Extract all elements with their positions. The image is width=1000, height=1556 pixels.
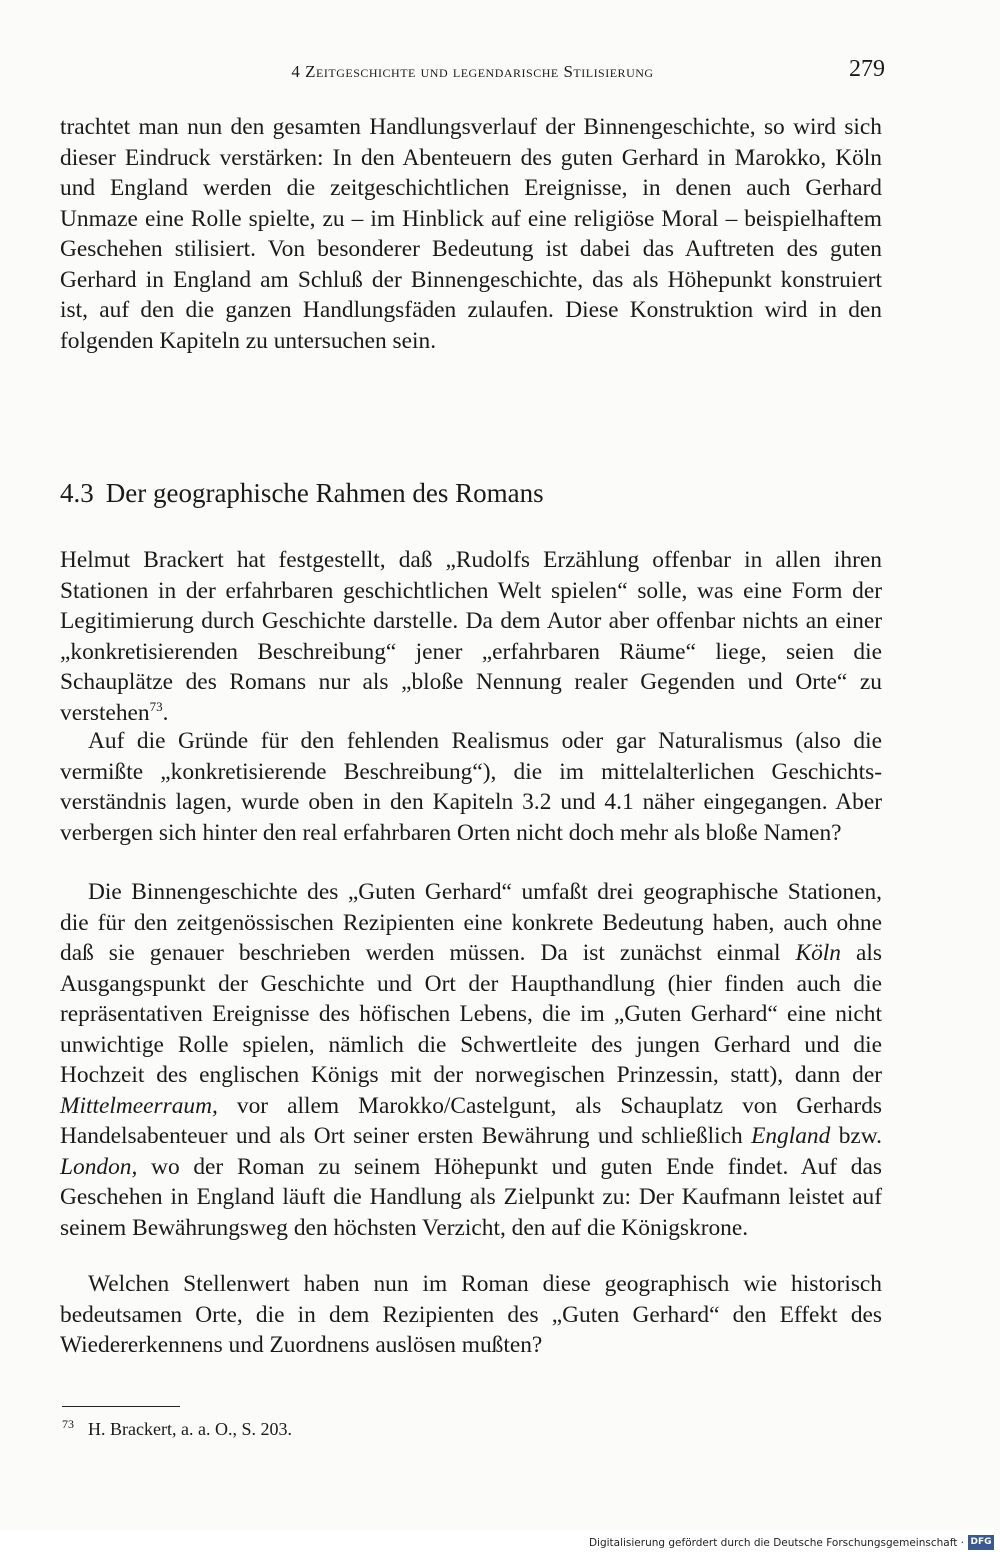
running-header — [60, 56, 885, 90]
paragraph-1 — [60, 545, 882, 728]
section-heading — [60, 478, 882, 509]
section-title: Der geographische Rahmen des Romans — [105, 478, 544, 508]
place-koeln: Köln — [795, 940, 841, 966]
footnote — [62, 1417, 882, 1441]
paragraph-3-text-d: bzw. — [830, 1123, 882, 1149]
paragraph-continuation: trachtet man nun den gesamten Handlungsverlauf der Binnengeschichte, so wird sich dieser Eindruck verstärken: In den Abenteuern des guten Gerhard in Marokko, Köln und England werden die zeitgeschichtlichen Ereignisse, in denen auch Gerhard Unmaze eine Rolle spielte, zu – im Hinblick auf eine religiöse Moral – beispielhaftem Geschehen stilisiert. Von besonderer Bedeutung ist dabei das Auftreten des guten Gerhard in England am Schluß der Binnengeschichte, das als Höhepunkt konstruiert ist, auf den die ganzen Handlungsfäden zulaufen. Diese Konstruktion wird in den folgenden Kapiteln zu untersuchen sein. — [60, 114, 882, 354]
page-number: 279 — [849, 56, 885, 82]
paragraph-2: Auf die Gründe für den fehlenden Realismus oder gar Naturalismus (also die vermißte „konkretisierende Beschreibung“), die im mittelalterlichen Geschichtsverständnis lagen, wurde oben in den Kapiteln 3.2 und 4.1 näher eingegangen. Aber verbergen sich hinter den real erfahrbaren Orten nicht doch mehr als bloße Namen? — [60, 728, 882, 846]
paragraph-3 — [60, 877, 882, 1243]
section-number: 4.3 — [60, 478, 94, 508]
place-mittelmeerraum: Mittelmeerraum, — [60, 1092, 218, 1119]
dfg-logo-icon: DFG — [968, 1535, 994, 1550]
footnote-mark: 73 — [62, 1417, 74, 1431]
paragraph-3-text-c: vor allem Marokko/Castelgunt, als Schauplatz von Gerhards Handelsabenteuer und als Ort seiner ersten Bewährung und schließlich — [60, 1092, 882, 1149]
paragraph-3-text-a: Die Binnengeschichte des „Guten Gerhard“ umfaßt drei geographische Stationen, die für den zeitgenössischen Rezipienten eine konkrete Bedeutung haben, auch ohne daß sie genauer beschrieben werden müssen. Da ist zunächst einmal — [60, 879, 882, 966]
footnote-divider — [62, 1406, 180, 1407]
paragraph-4: Welchen Stellenwert haben nun im Roman diese geographisch wie historisch bedeutsamen Orte, die in dem Rezipienten des „Guten Gerhard“ den Effekt des Wiedererkennens und Zuordnens auslösen mußten? — [60, 1271, 882, 1358]
place-london: London, — [60, 1153, 138, 1180]
digitization-strip — [0, 1530, 1000, 1556]
digitization-note: Digitalisierung gefördert durch die Deutsche Forschungsgemeinschaft · — [588, 1537, 964, 1549]
paragraph-3-text-b: als Ausgangspunkt der Geschichte und Ort der Haupthandlung (hier finden auch die repräsentativen Ereignisse des höfischen Lebens, die im „Guten Gerhard“ eine nicht unwichtige Rolle spielen, nämlich die Schwertleite des jungen Gerhard und die Hochzeit des englischen Königs mit der norwegischen Prinzessin, statt), dann der — [60, 940, 882, 1088]
place-england: England — [751, 1123, 831, 1149]
paragraph-1-end: . — [162, 699, 169, 726]
paragraph-3-text-e: wo der Roman zu seinem Höhepunkt und guten Ende findet. Auf das Geschehen in England läuft die Handlung als Zielpunkt zu: Der Kaufmann leistet auf seinem Bewährungsweg den höchsten Verzicht, den auf die Königskrone. — [60, 1153, 882, 1241]
footnote-reference[interactable]: 73 — [149, 698, 163, 714]
running-title: 4 Zeitgeschichte und legendarische Stilisierung — [291, 62, 654, 81]
paragraph-1-text: Helmut Brackert hat festgestellt, daß „Rudolfs Erzählung offenbar in allen ihren Stationen in der erfahrbaren geschichtlichen Welt spielen“ solle, was eine Form der Legitimierung durch Geschichte darstelle. Da dem Autor aber offenbar nichts an einer „konkretisierenden Beschreibung“ jener „erfahrbaren Räume“ liege, seien die Schauplätze des Romans nur als „bloße Nennung realer Gegenden und Orte“ zu verstehen — [60, 547, 882, 726]
footnote-text: H. Brackert, a. a. O., S. 203. — [88, 1419, 292, 1439]
